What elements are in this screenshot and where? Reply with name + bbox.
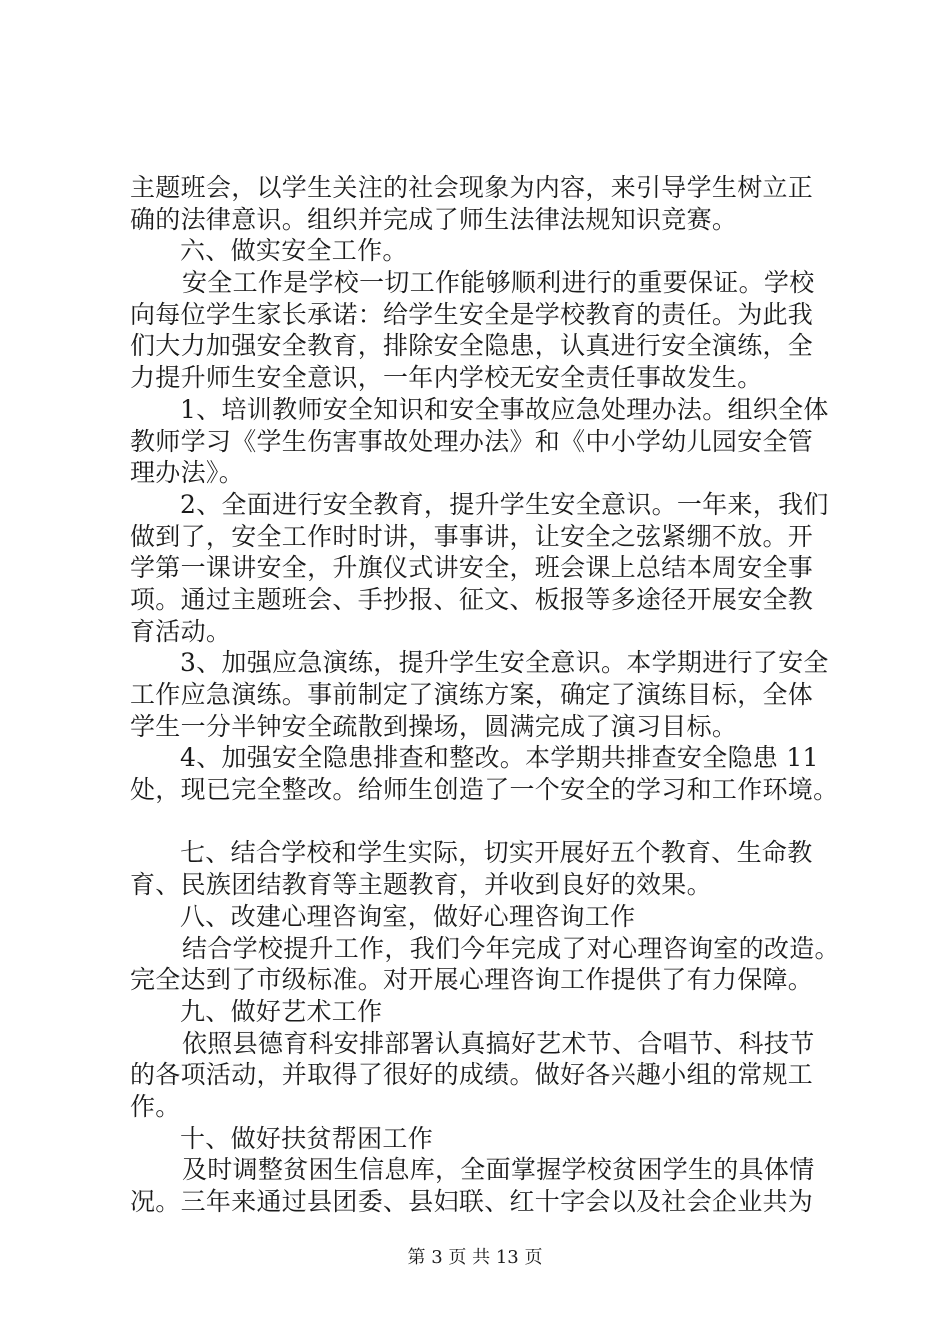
paragraph-line: 工作应急演练。事前制定了演练方案，确定了演练目标，全体 bbox=[130, 680, 814, 709]
paragraph-line: 育、民族团结教育等主题教育，并收到良好的效果。 bbox=[130, 870, 712, 900]
paragraph-line: 及时调整贫困生信息库，全面掌握学校贫困学生的具体情 bbox=[182, 1155, 815, 1185]
list-item-2: 2、全面进行安全教育，提升学生安全意识。一年来，我们 bbox=[180, 489, 829, 519]
section-heading-8: 八、改建心理咨询室，做好心理咨询工作 bbox=[180, 901, 636, 931]
paragraph-line: 项。通过主题班会、手抄报、征文、板报等多途径开展安全教 bbox=[130, 584, 814, 614]
paragraph-line: 育活动。 bbox=[130, 616, 232, 646]
paragraph-line: 做到了，安全工作时时讲，事事讲，让安全之弦紧绷不放。开 bbox=[130, 521, 814, 551]
paragraph-line: 依照县德育科安排部署认真搞好艺术节、合唱节、科技节 bbox=[182, 1028, 815, 1058]
paragraph-line: 完全达到了市级标准。对开展心理咨询工作提供了有力保障。 bbox=[130, 965, 814, 995]
paragraph-line: 安全工作是学校一切工作能够顺利进行的重要保证。学校 bbox=[182, 268, 815, 298]
list-item-4: 4、加强安全隐患排查和整改。本学期共排查安全隐患 11 bbox=[180, 743, 819, 773]
blank-line bbox=[130, 806, 850, 838]
paragraph-line: 学生一分半钟安全疏散到操场，圆满完成了演习目标。 bbox=[130, 711, 738, 741]
paragraph-line: 处，现已完全整改。给师生创造了一个安全的学习和工作环境。 bbox=[130, 775, 839, 805]
paragraph-line: 况。三年来通过县团委、县妇联、红十字会以及社会企业共为 bbox=[130, 1187, 814, 1216]
section-heading-10: 十、做好扶贫帮困工作 bbox=[180, 1123, 434, 1153]
document-body bbox=[130, 172, 850, 1218]
paragraph-line: 力提升师生安全意识，一年内学校无安全责任事故发生。 bbox=[130, 363, 763, 393]
section-heading-6: 六、做实安全工作。 bbox=[180, 236, 408, 266]
paragraph-line: 确的法律意识。组织并完成了师生法律法规知识竞赛。 bbox=[130, 204, 738, 234]
section-heading-7: 七、结合学校和学生实际，切实开展好五个教育、生命教 bbox=[180, 838, 813, 868]
paragraph-line: 们大力加强安全教育，排除安全隐患，认真进行安全演练，全 bbox=[130, 331, 814, 361]
paragraph-line: 结合学校提升工作，我们今年完成了对心理咨询室的改造。 bbox=[182, 933, 840, 963]
paragraph-line: 学第一课讲安全，升旗仪式讲安全，班会课上总结本周安全事 bbox=[130, 553, 814, 583]
paragraph-line: 向每位学生家长承诺：给学生安全是学校教育的责任。为此我 bbox=[130, 299, 814, 329]
list-item-3: 3、加强应急演练，提升学生安全意识。本学期进行了安全 bbox=[180, 648, 829, 678]
paragraph-line: 作。 bbox=[130, 1091, 181, 1121]
list-item-1: 1、培训教师安全知识和安全事故应急处理办法。组织全体 bbox=[180, 394, 829, 424]
section-heading-9: 九、做好艺术工作 bbox=[180, 996, 383, 1026]
paragraph-line: 主题班会，以学生关注的社会现象为内容，来引导学生树立正 bbox=[130, 173, 814, 202]
paragraph-line: 的各项活动，并取得了很好的成绩。做好各兴趣小组的常规工 bbox=[130, 1060, 814, 1090]
paragraph-line: 理办法》。 bbox=[130, 458, 245, 488]
page-footer: 第 3 页 共 13 页 bbox=[407, 1247, 543, 1268]
paragraph-line: 教师学习《学生伤害事故处理办法》和《中小学幼儿园安全管 bbox=[130, 426, 814, 456]
